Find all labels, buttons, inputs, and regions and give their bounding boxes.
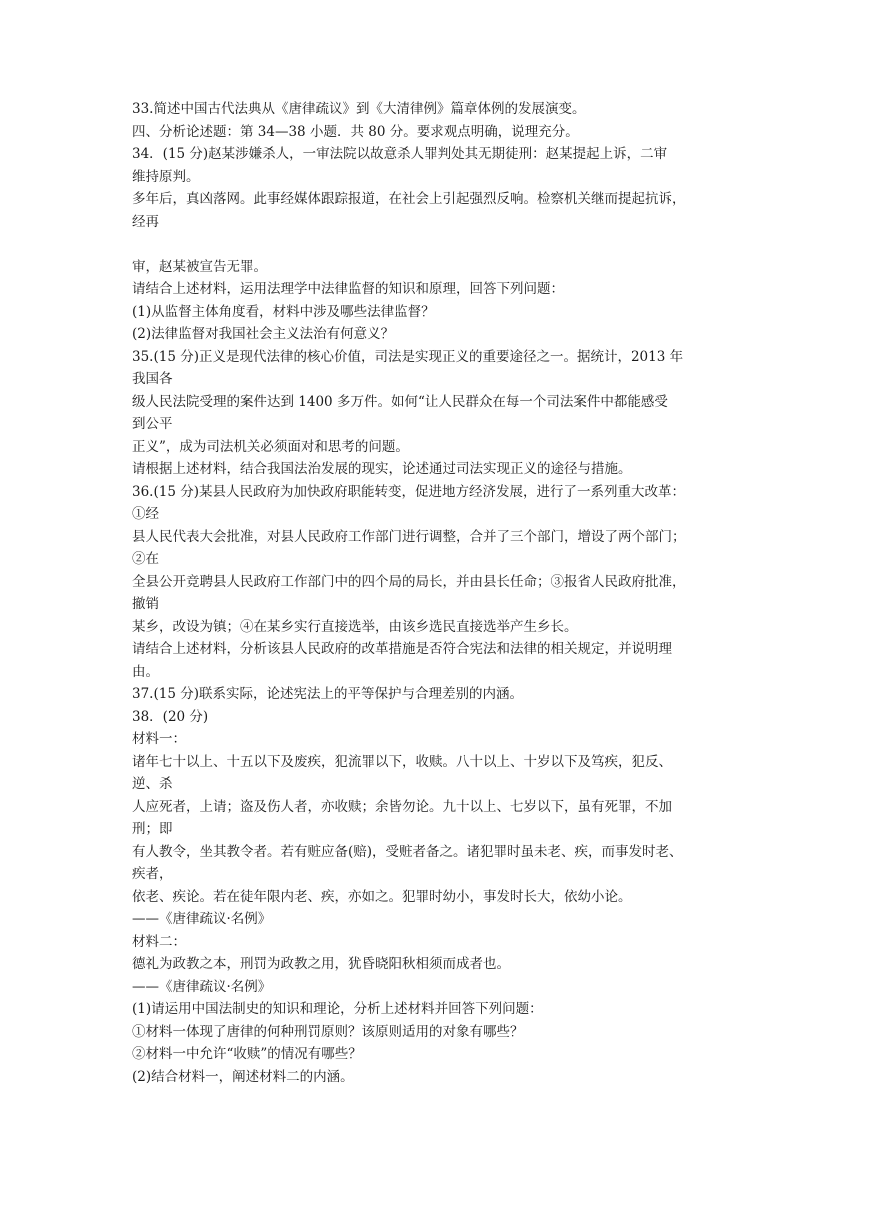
text-line: ②材料一中允许“收赎”的情况有哪些？	[132, 1046, 362, 1062]
text-line: 由。	[132, 663, 159, 680]
text-line: 审，赵某被宣告无罪。	[132, 258, 267, 275]
text-line: 请根据上述材料，结合我国法治发展的现实，论述通过司法实现正义的途径与措施。	[132, 461, 632, 477]
text-block-top	[132, 98, 744, 233]
document-page	[132, 98, 744, 1088]
text-line: 德礼为政教之本，刑罚为政教之用，犹昏晓阳秋相须而成者也。	[132, 956, 510, 972]
text-line: 材料二：	[132, 933, 186, 950]
text-line: 维持原判。	[132, 168, 200, 185]
text-line: ——《唐律疏议·名例》	[132, 911, 272, 927]
text-line: 四、分析论述题：第 34—38 小题．共 80 分。要求观点明确，说理充分。	[132, 123, 579, 140]
text-block-bottom	[132, 256, 744, 1089]
text-line: 全县公开竞聘县人民政府工作部门中的四个局的局长，并由县长任命；③报省人民政府批准，	[132, 573, 686, 590]
text-line: (2)结合材料一，阐述材料二的内涵。	[132, 1068, 354, 1085]
text-line: 县人民代表大会批准，对县人民政府工作部门进行调整，合并了三个部门，增设了两个部门；	[132, 528, 686, 545]
text-line: ①经	[132, 506, 159, 522]
text-line: (1)从监督主体角度看，材料中涉及哪些法律监督？	[132, 303, 435, 320]
text-line: ——《唐律疏议·名例》	[132, 978, 272, 995]
text-line: 人应死者，上请；盗及伤人者，亦收赎；余皆勿论。九十以上、七岁以下，虽有死罪，不加	[132, 798, 672, 815]
text-line: 37.(15 分)联系实际，论述宪法上的平等保护与合理差别的内涵。	[132, 686, 523, 702]
text-line: ①材料一体现了唐律的何种刑罚原则？该原则适用的对象有哪些？	[132, 1023, 524, 1040]
text-line: 33.简述中国古代法典从《唐律疏议》到《大清律例》篇章体例的发展演变。	[132, 101, 586, 117]
text-line: 疾者，	[132, 866, 173, 882]
text-line: 35.(15 分)正义是现代法律的核心价值，司法是实现正义的重要途径之一。据统计，2013 年	[132, 348, 684, 365]
text-line: 多年后，真凶落网。此事经媒体跟踪报道，在社会上引起强烈反响。检察机关继而提起抗诉，	[132, 191, 686, 207]
text-line: 请结合上述材料，分析该县人民政府的改革措施是否符合宪法和法律的相关规定，并说明理	[132, 641, 672, 657]
text-line: 刑；即	[132, 821, 173, 837]
text-line: 到公平	[132, 416, 173, 432]
text-line: 依老、疾论。若在徒年限内老、疾，亦如之。犯罪时幼小，事发时长大，依幼小论。	[132, 888, 632, 905]
text-line: 我国各	[132, 371, 173, 387]
text-line: 撤销	[132, 596, 159, 612]
text-line: ②在	[132, 551, 159, 567]
text-line: 请结合上述材料，运用法理学中法律监督的知识和原理，回答下列问题：	[132, 281, 564, 297]
text-line: 级人民法院受理的案件达到 1400 多万件。如何“让人民群众在每一个司法案件中都能感受	[132, 393, 668, 410]
text-line: 逆、杀	[132, 776, 173, 792]
text-line: 正义”，成为司法机关必须面对和思考的问题。	[132, 438, 409, 455]
text-line: 有人教令，坐其教令者。若有赃应备(赔)，受赃者备之。诸犯罪时虽未老、疾，而事发时老、	[132, 843, 683, 860]
blank-line	[132, 233, 744, 256]
text-line: 36.(15 分)某县人民政府为加快政府职能转变，促进地方经济发展，进行了一系列重大改革：	[132, 483, 685, 500]
text-line: 34．(15 分)赵某涉嫌杀人，一审法院以故意杀人罪判处其无期徒刑：赵某提起上诉，二审	[132, 146, 668, 162]
text-line: 材料一：	[132, 731, 186, 747]
text-line: (2)法律监督对我国社会主义法治有何意义？	[132, 326, 395, 342]
text-line: (1)请运用中国法制史的知识和理论，分析上述材料并回答下列问题：	[132, 1001, 543, 1017]
text-line: 38．(20 分)	[132, 708, 209, 725]
text-line: 经再	[132, 213, 159, 230]
text-line: 某乡，改设为镇；④在某乡实行直接选举，由该乡选民直接选举产生乡长。	[132, 618, 578, 635]
text-line: 诸年七十以上、十五以下及废疾，犯流罪以下，收赎。八十以上、十岁以下及笃疾，犯反、	[132, 753, 672, 770]
